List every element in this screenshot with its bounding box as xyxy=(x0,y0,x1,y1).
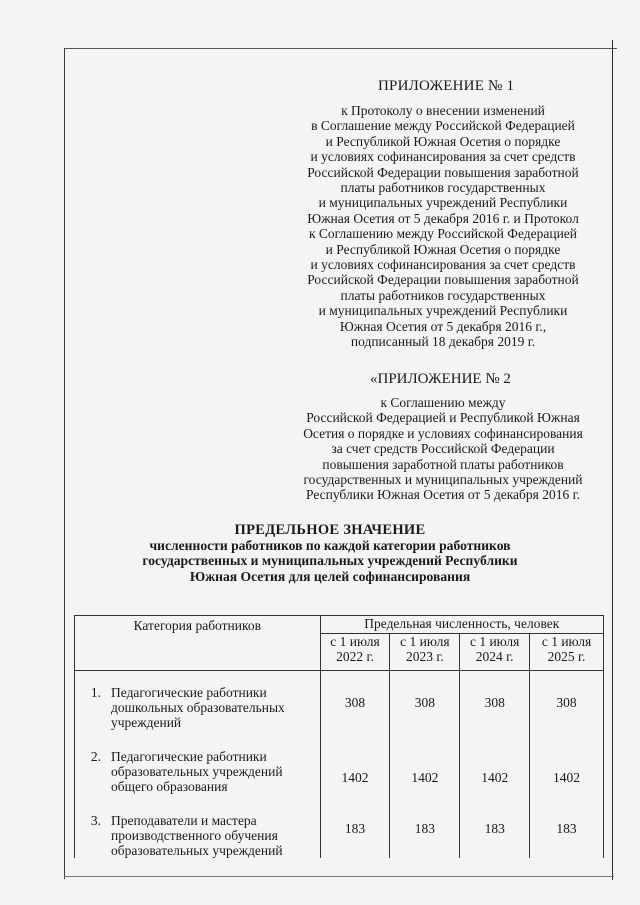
appendix1-line: и Республикой Южная Осетия о порядке xyxy=(325,241,561,257)
year-header-line: 2025 г. xyxy=(547,649,586,664)
value-cell: 308 xyxy=(390,671,460,736)
category-label xyxy=(107,799,320,858)
value-cell: 1402 xyxy=(460,735,530,799)
category-line: учреждений xyxy=(111,715,182,730)
category-line: Педагогические работники xyxy=(111,685,267,700)
heading-line: Южная Осетия для целей софинансирования xyxy=(189,568,471,584)
appendix2-line: Российской Федерацией и Республикой Южная xyxy=(306,410,580,426)
page-frame-right-edge xyxy=(612,40,613,880)
value-cell: 183 xyxy=(460,799,530,858)
appendix1-line: и условиях софинансирования за счет средств xyxy=(310,149,576,165)
year-header-2023 xyxy=(390,634,460,671)
appendix1-line: Южная Осетия от 5 декабря 2016 г. и Протокол xyxy=(307,210,579,226)
year-header-line: 2024 г. xyxy=(475,649,514,664)
category-label xyxy=(107,735,320,794)
year-header-line: 2023 г. xyxy=(405,649,444,664)
table-heading xyxy=(120,523,540,584)
category-line: Педагогические работники xyxy=(111,749,267,764)
appendix2-title: «ПРИЛОЖЕНИЕ № 2 xyxy=(370,371,511,387)
table-row xyxy=(75,799,604,858)
category-cell xyxy=(75,799,321,858)
category-cell xyxy=(75,671,321,736)
value-cell: 308 xyxy=(530,671,604,736)
value-cell: 1402 xyxy=(530,735,604,799)
appendix1-title: ПРИЛОЖЕНИЕ № 1 xyxy=(378,78,515,94)
year-header-2025 xyxy=(530,634,604,671)
table-row xyxy=(75,671,604,736)
limit-column-header: Предельная численность, человек xyxy=(320,616,603,634)
row-index: 1. xyxy=(90,685,101,700)
year-header-line: с 1 июля xyxy=(469,634,520,649)
value-cell: 183 xyxy=(390,799,460,858)
heading-title: ПРЕДЕЛЬНОЕ ЗНАЧЕНИЕ xyxy=(234,522,426,538)
value-cell: 183 xyxy=(320,799,390,858)
appendix2-line: повышения заработной платы работников xyxy=(322,456,564,472)
appendix1-line: и муниципальных учреждений Республики xyxy=(318,303,568,319)
appendix2-text xyxy=(280,395,606,503)
appendix2-line: государственных и муниципальных учреждений xyxy=(303,472,583,488)
year-header-line: с 1 июля xyxy=(400,634,450,649)
category-column-header: Категория работников xyxy=(75,616,321,671)
heading-line: государственных и муниципальных учреждений Республики xyxy=(142,553,518,569)
year-header-2024 xyxy=(460,634,530,671)
year-header-line: с 1 июля xyxy=(330,634,380,649)
appendix1-line: в Соглашение между Российской Федерацией xyxy=(311,118,575,134)
appendix2-line: Республики Южная Осетия от 5 декабря 2016 г. xyxy=(305,487,581,503)
category-line: производственного обучения xyxy=(111,828,278,843)
appendix2-line: Осетия о порядке и условиях софинансирования xyxy=(303,425,583,441)
appendix1-line: Российской Федерации повышения заработной xyxy=(307,272,579,288)
category-line: общего образования xyxy=(111,779,228,794)
category-line: дошкольных образовательных xyxy=(111,700,285,715)
appendix1-line: Южная Осетия от 5 декабря 2016 г., xyxy=(339,318,547,334)
appendix2-line: за счет средств Российской Федерации xyxy=(331,441,555,457)
value-cell: 1402 xyxy=(390,735,460,799)
value-cell: 183 xyxy=(530,799,604,858)
category-label xyxy=(107,671,320,730)
year-header-line: 2022 г. xyxy=(336,649,374,664)
appendix1-text xyxy=(280,103,606,350)
category-line: Преподаватели и мастера xyxy=(111,813,257,828)
appendix1-line: к Соглашению между Российской Федерацией xyxy=(308,226,578,242)
year-header-line: с 1 июля xyxy=(541,634,592,649)
table-row xyxy=(75,735,604,799)
appendix1-line: и муниципальных учреждений Республики xyxy=(318,195,568,211)
appendix1-line: к Протоколу о внесении изменений xyxy=(341,103,545,118)
value-cell: 308 xyxy=(320,671,390,736)
category-line: образовательных учреждений xyxy=(111,843,283,858)
category-line: образовательных учреждений xyxy=(111,764,283,779)
appendix1-line: и Республикой Южная Осетия о порядке xyxy=(325,133,561,149)
page-frame-bottom-edge xyxy=(64,876,614,877)
appendix1-line: платы работников государственных xyxy=(340,287,546,303)
year-header-2022 xyxy=(320,634,390,671)
appendix1-line: Российской Федерации повышения заработной xyxy=(307,164,579,180)
row-index: 2. xyxy=(90,749,101,764)
heading-line: численности работников по каждой категории работников xyxy=(149,538,511,554)
value-cell: 308 xyxy=(460,671,530,736)
appendix1-line: и условиях софинансирования за счет средств xyxy=(310,257,576,273)
category-cell xyxy=(75,735,321,799)
appendix1-line: платы работников государственных xyxy=(340,180,546,196)
value-cell: 1402 xyxy=(320,735,390,799)
limits-table xyxy=(74,615,604,858)
appendix2-line: к Соглашению между xyxy=(380,395,506,410)
row-index: 3. xyxy=(90,813,101,828)
appendix1-line: подписанный 18 декабря 2019 г. xyxy=(350,334,536,350)
